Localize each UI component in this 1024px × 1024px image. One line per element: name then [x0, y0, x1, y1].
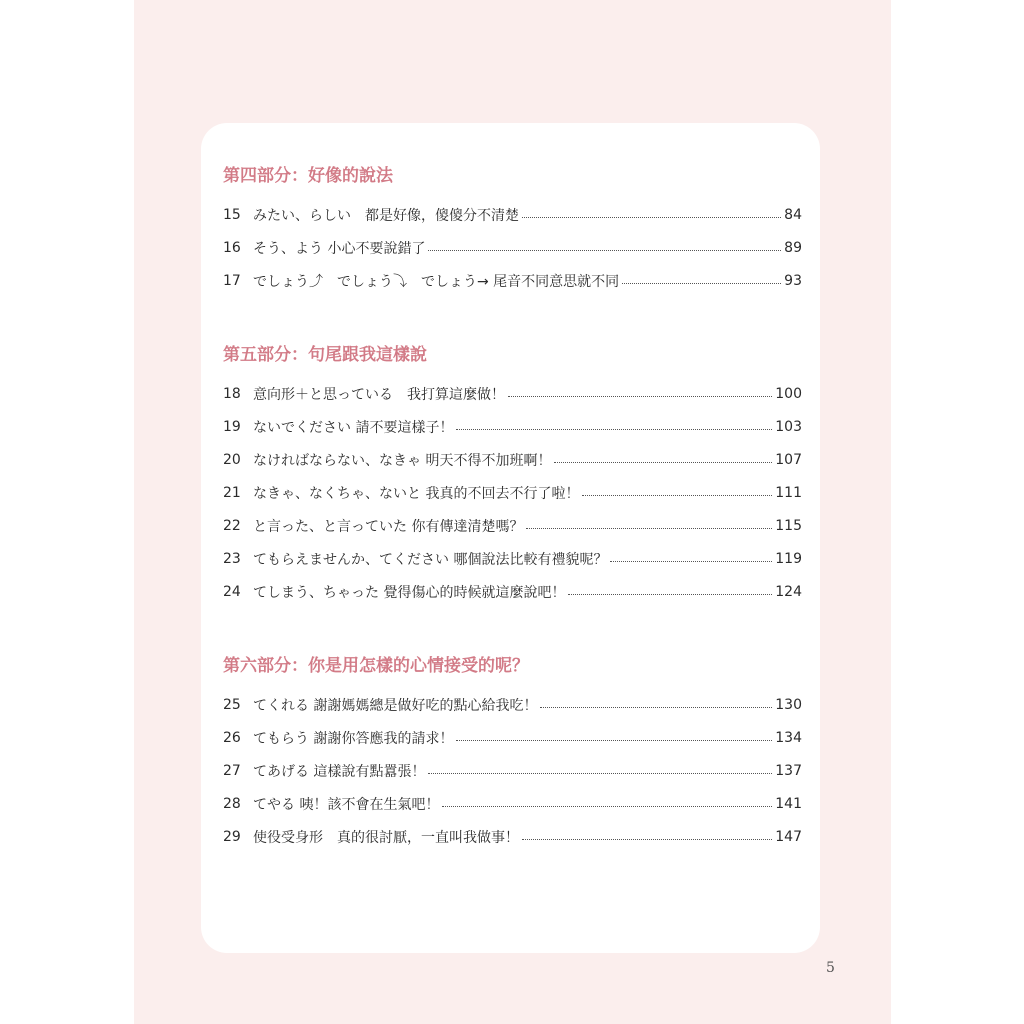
toc-entry-title: みたい、らしい 都是好像，傻傻分不清楚	[253, 208, 519, 224]
dot-leader	[622, 283, 781, 284]
toc-entry-page: 141	[775, 796, 802, 812]
toc-entry-title: でしょう⤴ でしょう⤵ でしょう→ 尾音不同意思就不同	[253, 274, 620, 290]
toc-entry	[223, 417, 802, 437]
toc-entry-page: 115	[775, 518, 802, 534]
dot-leader	[456, 429, 772, 430]
dot-leader	[522, 839, 772, 840]
toc-entry-title: 使役受身形 真的很討厭，一直叫我做事！	[253, 830, 519, 846]
toc-entry	[223, 483, 802, 503]
toc-entry-page: 111	[775, 485, 802, 501]
toc-card	[201, 123, 820, 953]
toc-entry-page: 124	[775, 584, 802, 600]
toc-entry	[223, 827, 802, 847]
dot-leader	[522, 217, 781, 218]
toc-entry-number: 19	[223, 419, 241, 435]
toc-entry-page: 130	[775, 697, 802, 713]
page-number: 5	[826, 960, 835, 976]
toc-entry-number: 21	[223, 485, 241, 501]
toc-entry-title: ないでください 請不要這樣子！	[253, 420, 454, 436]
toc-entry-title: てくれる 謝謝媽媽總是做好吃的點心給我吃！	[253, 698, 538, 714]
toc-entry-number: 22	[223, 518, 241, 534]
toc-entry-page: 93	[784, 273, 802, 289]
section-title-part-5: 第五部分：句尾跟我這樣說	[223, 345, 427, 365]
toc-entry-title: そう、よう 小心不要說錯了	[253, 241, 426, 257]
toc-entry-title: てしまう、ちゃった 覺得傷心的時候就這麼說吧！	[253, 585, 566, 601]
toc-entry-title: てあげる 這樣說有點囂張！	[253, 764, 426, 780]
toc-entry-number: 20	[223, 452, 241, 468]
toc-entry	[223, 516, 802, 536]
dot-leader	[428, 250, 781, 251]
toc-entry-page: 100	[775, 386, 802, 402]
toc-entry	[223, 695, 802, 715]
toc-entry	[223, 205, 802, 225]
toc-entry	[223, 238, 802, 258]
toc-entry-page: 107	[775, 452, 802, 468]
book-page	[134, 0, 891, 1024]
dot-leader	[526, 528, 772, 529]
toc-entry-title: 意向形＋と思っている 我打算這麼做！	[253, 387, 505, 403]
toc-entry	[223, 271, 802, 291]
dot-leader	[508, 396, 772, 397]
toc-entry-page: 103	[775, 419, 802, 435]
toc-entry-page: 84	[784, 207, 802, 223]
toc-entry-number: 18	[223, 386, 241, 402]
toc-entry-page: 147	[775, 829, 802, 845]
toc-entry-number: 17	[223, 273, 241, 289]
toc-entry-number: 29	[223, 829, 241, 845]
dot-leader	[554, 462, 772, 463]
toc-entry-page: 89	[784, 240, 802, 256]
dot-leader	[582, 495, 772, 496]
toc-entry-title: てやる 咦！該不會在生氣吧！	[253, 797, 440, 813]
toc-entry-title: てもらう 謝謝你答應我的請求！	[253, 731, 454, 747]
section-title-part-6: 第六部分：你是用怎樣的心情接受的呢？	[223, 656, 529, 676]
toc-entry	[223, 761, 802, 781]
toc-entry	[223, 728, 802, 748]
dot-leader	[456, 740, 772, 741]
toc-entry	[223, 549, 802, 569]
toc-entry	[223, 582, 802, 602]
dot-leader	[568, 594, 772, 595]
toc-entry	[223, 384, 802, 404]
toc-entry-title: と言った、と言っていた 你有傳達清楚嗎？	[253, 519, 524, 535]
toc-entry-title: てもらえませんか、てください 哪個說法比較有禮貌呢？	[253, 552, 608, 568]
dot-leader	[610, 561, 772, 562]
toc-entry-number: 27	[223, 763, 241, 779]
toc-entry-page: 134	[775, 730, 802, 746]
toc-entry-number: 28	[223, 796, 241, 812]
dot-leader	[442, 806, 772, 807]
toc-entry-page: 119	[775, 551, 802, 567]
toc-entry-title: なければならない、なきゃ 明天不得不加班啊！	[253, 453, 552, 469]
toc-entry-number: 16	[223, 240, 241, 256]
toc-entry	[223, 450, 802, 470]
dot-leader	[428, 773, 772, 774]
toc-entry-page: 137	[775, 763, 802, 779]
toc-entry-title: なきゃ、なくちゃ、ないと 我真的不回去不行了啦！	[253, 486, 580, 502]
toc-entry-number: 15	[223, 207, 241, 223]
section-title-part-4: 第四部分：好像的說法	[223, 166, 393, 186]
dot-leader	[540, 707, 772, 708]
toc-entry-number: 26	[223, 730, 241, 746]
toc-entry-number: 25	[223, 697, 241, 713]
toc-entry	[223, 794, 802, 814]
toc-entry-number: 23	[223, 551, 241, 567]
toc-entry-number: 24	[223, 584, 241, 600]
